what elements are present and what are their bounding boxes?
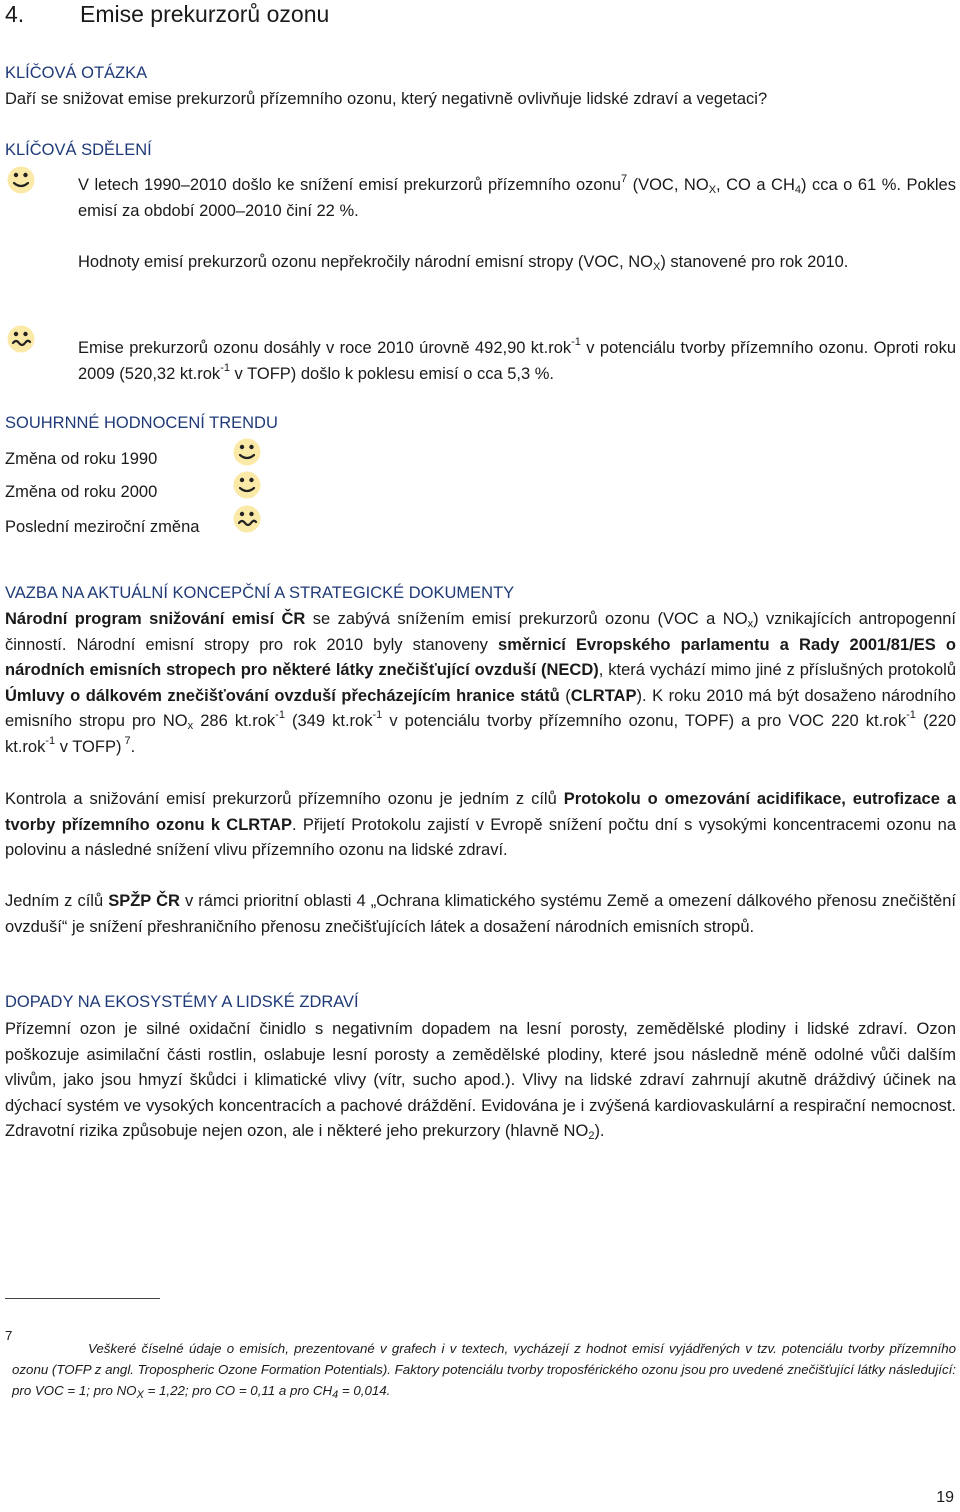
smile-icon <box>6 165 36 195</box>
key-messages-label: KLÍČOVÁ SDĚLENÍ <box>5 141 152 159</box>
key-question-text: Daří se snižovat emise prekurzorů přízemního ozonu, který negativně ovlivňuje lidské zdraví a vegetaci? <box>5 90 768 108</box>
documents-paragraph-2: Kontrola a snižování emisí prekurzorů přízemního ozonu je jedním z cílů Protokolu o omezování acidifikace, eutrofizace a tvorby přízemního ozonu k CLRTAP. Přijetí Protokolu zajistí v Evropě snížení počtu dní s vysokými koncentracemi ozonu na polovinu a následné snížení vlivu přízemního ozonu na lidské zdraví. <box>5 790 956 859</box>
trend-row-2000: Změna od roku 2000 <box>5 483 158 501</box>
impacts-paragraph: Přízemní ozon je silné oxidační činidlo s negativním dopadem na lesní porosty, zemědělské plodiny i lidské zdraví. Ozon poškozuje asimilační části rostlin, oslabuje lesní porosty a zemědělské plodiny, které jsou následně méně odolné vůči dalším vlivům, jako jsou hmyzí škůdci i klimatické vlivy (vítr, sucho apod.). Vlivy na lidské zdraví zahrnují akutně dráždivý účinek na dýchací systém ve vysokých koncentracích a pachové dráždění. Evidována je i zvýšená kardiovaskulární a respirační nemocnost. Zdravotní rizika způsobuje nejen ozon, ale i některé jeho prekurzory (hlavně $NO_2$). <box>5 1020 956 1142</box>
key-message-2: Hodnoty emisí prekurzorů ozonu nepřekročily národní emisní stropy (VOC, $NO_X$) stanovené pro rok 2010. <box>78 253 849 273</box>
trend-label: SOUHRNNÉ HODNOCENÍ TRENDU <box>5 414 278 432</box>
smile-icon <box>232 437 262 467</box>
chapter-title: Emise prekurzorů ozonu <box>80 1 330 27</box>
trend-row-1990: Změna od roku 1990 <box>5 450 158 468</box>
chapter-number: 4. <box>5 1 25 27</box>
key-message-3: Emise prekurzorů ozonu dosáhly v roce 2010 úrovně 492,90 kt.rok$^{-1}$ v potenciálu tvorby přízemního ozonu. Oproti roku 2009 (520,32 kt.rok$^{-1}$ v TOFP) došlo k poklesu emisí o cca 5,3 %. <box>78 336 956 383</box>
documents-label: VAZBA NA AKTUÁLNÍ KONCEPČNÍ A STRATEGICKÉ DOKUMENTY <box>5 584 515 602</box>
documents-paragraph-1: Národní program snižování emisí ČR se zabývá snížením emisí prekurzorů ozonu (VOC a $NO_x$) vznikajících antropogenní činností. Národní emisní stropy pro rok 2010 byly stanoveny směrnicí Evropského parlamentu a Rady 2001/81/ES o národních emisních stropech pro některé látky znečišťující ovzduší (NECD), která vychází mimo jiné z příslušných protokolů Úmluvy o dálkovém znečišťování ovzduší přecházejícím hranice států (CLRTAP). K roku 2010 má být dosaženo národního emisního stropu pro $NO_x$ 286 kt.rok$^{-1}$ (349 kt.rok$^{-1}$ v potenciálu tvorby přízemního ozonu, TOPF) a pro VOC 220 kt.rok$^{-1}$ (220 kt.rok$^{-1}$ v TOFP) $^7$. <box>5 610 957 756</box>
footnote-separator <box>5 1298 160 1299</box>
key-question-label: KLÍČOVÁ OTÁZKA <box>5 64 148 82</box>
footnote-text: Veškeré číselné údaje o emisích, prezentované v grafech i v textech, vycházejí z hodnot emisí vyjádřených v tzv. potenciálu tvorby přízemního ozonu (TOFP z angl. Tropospheric Ozone Formation Potentials). Faktory potenciálu tvorby troposférického ozonu jsou pro uvedené znečišťující látky následující: pro VOC = 1; pro $NO_X = 1,22$; pro CO = 0,11 a pro $CH_4 = 0,014$. <box>12 1341 956 1401</box>
footnote-number: 7 <box>5 1328 13 1343</box>
page-number: 19 <box>936 1489 954 1506</box>
wavy-smile-icon <box>6 324 36 354</box>
trend-row-last-year: Poslední meziroční změna <box>5 518 200 536</box>
documents-paragraph-3: Jedním z cílů SPŽP ČR v rámci prioritní oblasti 4 „Ochrana klimatického systému Země a omezení dálkového přenosu znečištění ovzduší“ je snížení přeshraničního přenosu znečišťujících látek a dosažení národních emisních stropů. <box>5 892 956 936</box>
key-message-1: V letech 1990–2010 došlo ke snížení emisí prekurzorů přízemního ozonu$^7$ (VOC, $NO_X$, CO a $CH_4$) cca o 61 %. Pokles emisí za období 2000–2010 činí 22 %. <box>78 173 956 220</box>
page-title <box>5 1 329 28</box>
smile-icon <box>232 470 262 500</box>
wavy-smile-icon <box>232 504 262 534</box>
impacts-label: DOPADY NA EKOSYSTÉMY A LIDSKÉ ZDRAVÍ <box>5 993 359 1011</box>
